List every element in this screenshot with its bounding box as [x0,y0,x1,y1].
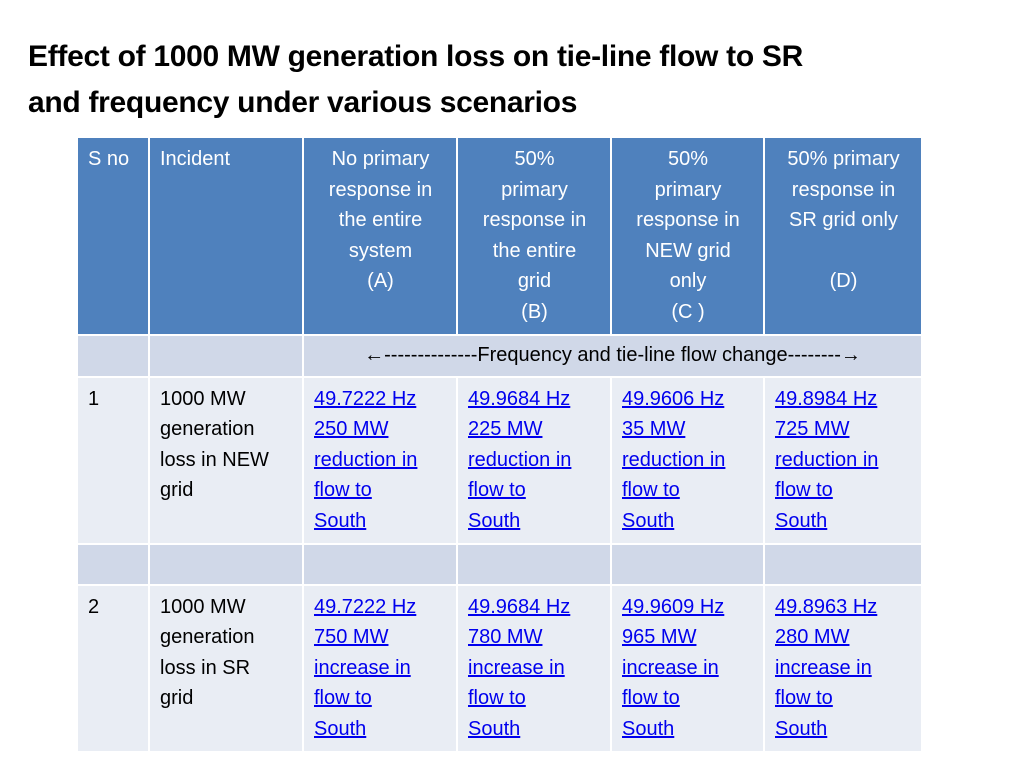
result-link[interactable]: 250 MW [314,418,389,441]
result-cell-d [764,377,922,544]
header-d-line: (D) [829,270,858,293]
result-link[interactable]: 725 MW [775,418,850,441]
header-scenario-c [611,137,764,335]
spacer-row [77,544,922,585]
incident-line: grid [160,479,194,502]
result-link[interactable]: 49.8984 Hz [775,387,878,410]
arrow-left-icon: ← [364,343,385,366]
scenario-table [76,136,923,753]
result-link[interactable]: South [314,717,367,740]
incident-line: generation [160,418,255,441]
header-incident: Incident [149,137,303,335]
result-link[interactable]: South [622,509,675,532]
result-link[interactable]: increase in [775,656,872,679]
result-link[interactable]: 49.9609 Hz [622,595,725,618]
result-link[interactable]: reduction in [314,448,418,471]
spacer-cell [303,544,457,585]
result-cell-c [611,585,764,752]
header-d-line: 50% primary [787,148,900,170]
header-a-line: No primary [331,148,430,170]
header-c-line: response in [636,209,740,232]
result-link[interactable]: 965 MW [622,626,697,649]
result-cell-b [457,377,611,544]
result-link[interactable]: 49.7222 Hz [314,387,417,410]
header-a-line: response in [328,178,433,201]
result-link[interactable]: reduction in [468,448,572,471]
result-link[interactable]: South [468,509,521,532]
incident-line: 1000 MW [160,387,246,410]
result-cell-c [611,377,764,544]
header-b-line: primary [501,178,568,201]
result-link[interactable]: flow to [775,479,833,502]
band-empty-cell [149,335,303,377]
result-cell-a [303,585,457,752]
spacer-cell [149,544,303,585]
result-link[interactable]: 225 MW [468,418,543,441]
header-a-line: (A) [367,270,394,293]
result-link[interactable]: flow to [468,687,526,710]
result-link[interactable]: flow to [775,687,833,710]
header-c-line: (C ) [671,300,705,323]
header-sno: S no [77,137,149,335]
result-link[interactable]: 780 MW [468,626,543,649]
header-b-line: (B) [521,300,548,323]
header-b-line: 50% [514,148,555,170]
result-link[interactable]: 750 MW [314,626,389,649]
header-row [77,137,922,335]
slide-title-line-2: and frequency under various scenarios [28,86,578,119]
header-a-line: system [348,239,413,262]
result-link[interactable]: 49.9606 Hz [622,387,725,410]
result-cell-b [457,585,611,752]
slide-title [28,34,1008,126]
result-link[interactable]: increase in [314,656,411,679]
spacer-cell [764,544,922,585]
result-link[interactable]: 49.7222 Hz [314,595,417,618]
result-link[interactable]: flow to [622,479,680,502]
result-link[interactable]: increase in [622,656,719,679]
band-label-text: --------------Frequency and tie-line flow change-------- [384,343,841,366]
result-cell-d [764,585,922,752]
incident-line: loss in SR [160,656,251,679]
result-link[interactable]: reduction in [775,448,879,471]
header-c-line: only [669,270,707,293]
header-c-line: primary [654,178,722,201]
table-row [77,585,922,752]
row-sno: 2 [77,585,149,752]
result-link[interactable]: flow to [468,479,526,502]
table-row [77,377,922,544]
result-link[interactable]: South [775,717,828,740]
frequency-band-row [77,335,922,377]
result-link[interactable]: flow to [314,479,372,502]
header-a-line: the entire [338,209,423,232]
result-link[interactable]: South [622,717,675,740]
incident-line: loss in NEW [160,448,269,471]
incident-line: generation [160,626,255,649]
result-link[interactable]: South [314,509,367,532]
arrow-right-icon: → [840,343,861,366]
spacer-cell [77,544,149,585]
row-sno: 1 [77,377,149,544]
slide-title-line-1: Effect of 1000 MW generation loss on tie-line flow to SR [28,40,803,73]
result-link[interactable]: 280 MW [775,626,850,649]
header-d-line: SR grid only [789,209,898,232]
header-scenario-a [303,137,457,335]
result-cell-a [303,377,457,544]
header-scenario-d [764,137,922,335]
result-link[interactable]: South [775,509,828,532]
result-link[interactable]: flow to [314,687,372,710]
header-b-line: response in [482,209,587,232]
result-link[interactable]: 35 MW [622,418,686,441]
result-link[interactable]: 49.8963 Hz [775,595,878,618]
incident-line: grid [160,687,194,710]
header-b-line: grid [517,270,552,293]
band-empty-cell [77,335,149,377]
header-d-line: response in [791,178,896,201]
spacer-cell [457,544,611,585]
header-scenario-b [457,137,611,335]
result-link[interactable]: flow to [622,687,680,710]
result-link[interactable]: 49.9684 Hz [468,387,571,410]
row-incident [149,377,303,544]
result-link[interactable]: 49.9684 Hz [468,595,571,618]
row-incident [149,585,303,752]
result-link[interactable]: South [468,717,521,740]
header-b-line: the entire [492,239,577,262]
spacer-cell [611,544,764,585]
incident-line: 1000 MW [160,595,246,618]
frequency-change-label [303,335,922,377]
header-c-line: NEW grid [645,239,731,262]
result-link[interactable]: increase in [468,656,565,679]
header-c-line: 50% [667,148,709,170]
result-link[interactable]: reduction in [622,448,726,471]
header-d-line [775,236,912,267]
